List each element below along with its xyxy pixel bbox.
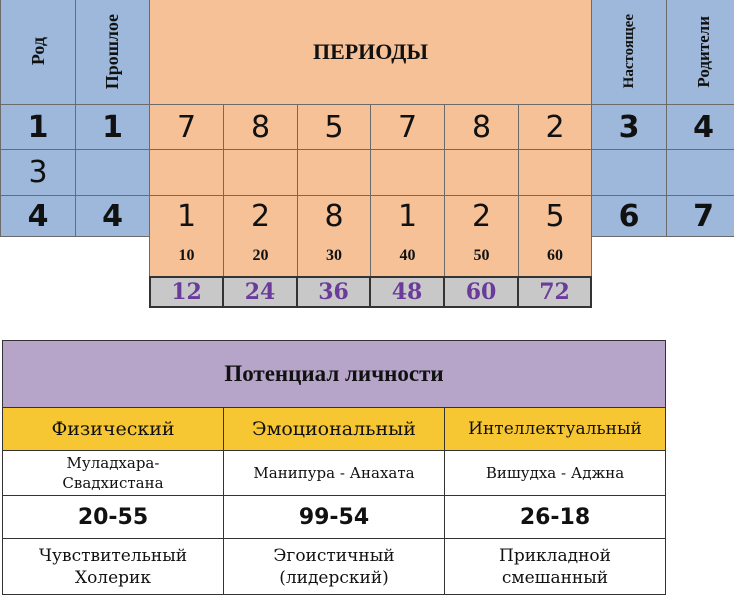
row1-period-3: 5 (297, 104, 371, 150)
header-parents-label: Родители (693, 15, 713, 88)
header-past (75, 0, 150, 105)
row3-period-4: 1 (370, 195, 445, 237)
periods-title: ПЕРИОДЫ (312, 38, 429, 64)
row2-present (591, 149, 667, 196)
row1-present: 3 (591, 104, 667, 150)
age-50: 50 (444, 236, 519, 277)
age-30: 30 (297, 236, 371, 277)
sum-1: 12 (149, 276, 224, 308)
sum-4: 48 (369, 276, 445, 308)
row2-parents (666, 149, 734, 196)
header-physical: Физический (2, 407, 224, 451)
age-20: 20 (223, 236, 298, 277)
chakra-intellectual: Вишудха - Аджна (444, 450, 666, 496)
number-intellectual: 26-18 (444, 495, 666, 539)
age-60: 60 (518, 236, 592, 277)
row3-parents: 7 (666, 195, 734, 237)
potential-title-text: Потенциал личности (224, 361, 444, 386)
potential-title (2, 340, 666, 408)
header-parents (666, 0, 734, 105)
row1-rod: 1 (0, 104, 76, 150)
row2-period-6 (518, 149, 592, 196)
sum-5: 60 (443, 276, 519, 308)
row1-period-5: 8 (444, 104, 519, 150)
header-present-label: Настоящее (620, 14, 637, 89)
row1-period-2: 8 (223, 104, 298, 150)
row1-period-1: 7 (149, 104, 224, 150)
row2-period-1 (149, 149, 224, 196)
row3-present: 6 (591, 195, 667, 237)
row2-past (75, 149, 150, 196)
row2-period-3 (297, 149, 371, 196)
row3-rod: 4 (0, 195, 76, 237)
chakra-emotional: Манипура - Анахата (223, 450, 445, 496)
row3-period-1: 1 (149, 195, 224, 237)
row3-period-6: 5 (518, 195, 592, 237)
header-present (591, 0, 667, 105)
age-10: 10 (149, 236, 224, 277)
header-rod (0, 0, 76, 105)
row3-period-2: 2 (223, 195, 298, 237)
sum-2: 24 (222, 276, 298, 308)
row1-period-6: 2 (518, 104, 592, 150)
header-rod-label: Род (27, 37, 48, 66)
header-periods (149, 0, 592, 105)
type-intellectual: Прикладной смешанный (444, 538, 666, 595)
row2-period-4 (370, 149, 445, 196)
type-physical: Чувствительный Холерик (2, 538, 224, 595)
chakra-physical: Муладхара-Свадхистана (2, 450, 224, 496)
number-emotional: 99-54 (223, 495, 445, 539)
age-40: 40 (370, 236, 445, 277)
row3-period-3: 8 (297, 195, 371, 237)
row2-period-5 (444, 149, 519, 196)
type-emotional: Эгоистичный (лидерский) (223, 538, 445, 595)
sum-3: 36 (296, 276, 371, 308)
header-emotional: Эмоциональный (223, 407, 445, 451)
row2-period-2 (223, 149, 298, 196)
header-intellectual: Интеллектуальный (444, 407, 666, 451)
sum-6: 72 (517, 276, 592, 308)
row1-past: 1 (75, 104, 150, 150)
number-physical: 20-55 (2, 495, 224, 539)
row2-rod: 3 (0, 149, 76, 196)
row1-parents: 4 (666, 104, 734, 150)
row1-period-4: 7 (370, 104, 445, 150)
row3-past: 4 (75, 195, 150, 237)
header-past-label: Прошлое (102, 13, 122, 90)
row3-period-5: 2 (444, 195, 519, 237)
